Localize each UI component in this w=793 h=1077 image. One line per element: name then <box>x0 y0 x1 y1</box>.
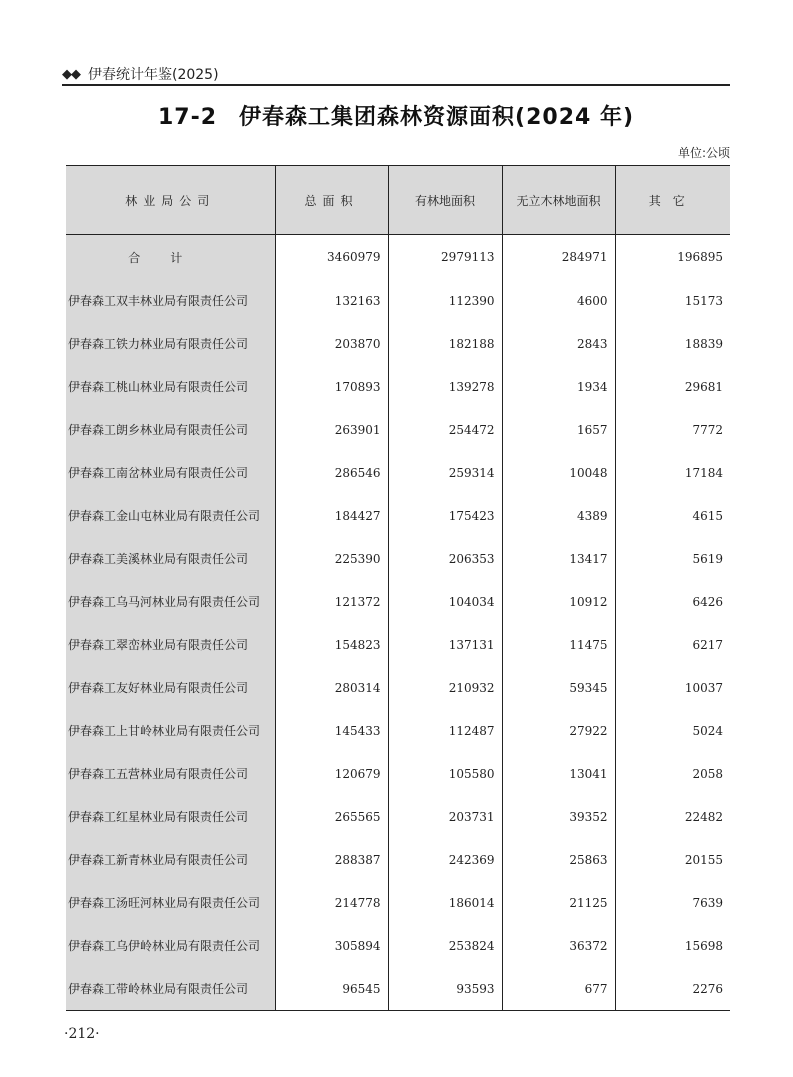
value-cell: 137131 <box>388 623 502 666</box>
value-cell: 10912 <box>502 580 615 623</box>
value-cell: 203870 <box>275 322 388 365</box>
value-cell: 280314 <box>275 666 388 709</box>
unit-label: 单位:公顷 <box>677 146 730 160</box>
table-row <box>66 795 730 838</box>
value-cell: 186014 <box>388 881 502 924</box>
table-row <box>66 408 730 451</box>
table-row <box>66 365 730 408</box>
column-header-total-area: 总面积 <box>275 166 388 235</box>
table-row-total <box>66 235 730 280</box>
value-cell: 6426 <box>615 580 730 623</box>
value-cell: 154823 <box>275 623 388 666</box>
value-cell: 11475 <box>502 623 615 666</box>
value-cell: 17184 <box>615 451 730 494</box>
value-cell: 7639 <box>615 881 730 924</box>
table-header-row <box>66 166 730 235</box>
company-name-cell: 伊春森工红星林业局有限责任公司 <box>66 795 275 838</box>
value-cell: 1657 <box>502 408 615 451</box>
table-row <box>66 537 730 580</box>
running-title: 伊春统计年鉴(2025) <box>88 67 219 83</box>
company-name-cell: 伊春森工新青林业局有限责任公司 <box>66 838 275 881</box>
value-cell: 184427 <box>275 494 388 537</box>
table-row <box>66 580 730 623</box>
value-cell: 104034 <box>388 580 502 623</box>
value-cell: 4389 <box>502 494 615 537</box>
value-cell: 4600 <box>502 279 615 322</box>
company-name-cell: 伊春森工朗乡林业局有限责任公司 <box>66 408 275 451</box>
column-header-forested-area: 有林地面积 <box>388 166 502 235</box>
value-cell: 2276 <box>615 967 730 1011</box>
value-cell: 305894 <box>275 924 388 967</box>
forest-area-table <box>66 165 730 1011</box>
company-name-cell: 伊春森工五营林业局有限责任公司 <box>66 752 275 795</box>
company-name-cell: 伊春森工南岔林业局有限责任公司 <box>66 451 275 494</box>
table-row <box>66 838 730 881</box>
value-cell: 206353 <box>388 537 502 580</box>
total-value: 284971 <box>502 235 615 280</box>
value-cell: 21125 <box>502 881 615 924</box>
table-row <box>66 494 730 537</box>
table-row <box>66 881 730 924</box>
value-cell: 25863 <box>502 838 615 881</box>
value-cell: 120679 <box>275 752 388 795</box>
value-cell: 6217 <box>615 623 730 666</box>
value-cell: 22482 <box>615 795 730 838</box>
value-cell: 2843 <box>502 322 615 365</box>
table-row <box>66 709 730 752</box>
value-cell: 170893 <box>275 365 388 408</box>
company-name-cell: 伊春森工乌伊岭林业局有限责任公司 <box>66 924 275 967</box>
value-cell: 288387 <box>275 838 388 881</box>
value-cell: 225390 <box>275 537 388 580</box>
value-cell: 29681 <box>615 365 730 408</box>
company-name-cell: 伊春森工汤旺河林业局有限责任公司 <box>66 881 275 924</box>
value-cell: 139278 <box>388 365 502 408</box>
value-cell: 286546 <box>275 451 388 494</box>
value-cell: 105580 <box>388 752 502 795</box>
value-cell: 4615 <box>615 494 730 537</box>
value-cell: 112487 <box>388 709 502 752</box>
value-cell: 39352 <box>502 795 615 838</box>
value-cell: 1934 <box>502 365 615 408</box>
value-cell: 20155 <box>615 838 730 881</box>
value-cell: 13417 <box>502 537 615 580</box>
value-cell: 27922 <box>502 709 615 752</box>
value-cell: 93593 <box>388 967 502 1011</box>
value-cell: 112390 <box>388 279 502 322</box>
value-cell: 182188 <box>388 322 502 365</box>
value-cell: 121372 <box>275 580 388 623</box>
value-cell: 5024 <box>615 709 730 752</box>
table-row <box>66 666 730 709</box>
diamond-bullets-icon: ◆◆ <box>62 66 80 82</box>
table-title: 伊春森工集团森林资源面积(2024 年) <box>239 105 635 130</box>
value-cell: 210932 <box>388 666 502 709</box>
company-name-cell: 伊春森工友好林业局有限责任公司 <box>66 666 275 709</box>
company-name-cell: 伊春森工铁力林业局有限责任公司 <box>66 322 275 365</box>
value-cell: 263901 <box>275 408 388 451</box>
value-cell: 2058 <box>615 752 730 795</box>
table-row <box>66 279 730 322</box>
table-row <box>66 623 730 666</box>
value-cell: 132163 <box>275 279 388 322</box>
value-cell: 10037 <box>615 666 730 709</box>
company-name-cell: 伊春森工美溪林业局有限责任公司 <box>66 537 275 580</box>
company-name-cell: 伊春森工上甘岭林业局有限责任公司 <box>66 709 275 752</box>
running-header <box>62 64 219 84</box>
value-cell: 203731 <box>388 795 502 838</box>
value-cell: 145433 <box>275 709 388 752</box>
table-row <box>66 322 730 365</box>
value-cell: 677 <box>502 967 615 1011</box>
column-header-other: 其它 <box>615 166 730 235</box>
value-cell: 96545 <box>275 967 388 1011</box>
value-cell: 242369 <box>388 838 502 881</box>
value-cell: 7772 <box>615 408 730 451</box>
column-header-unstocked-area: 无立木林地面积 <box>502 166 615 235</box>
value-cell: 15173 <box>615 279 730 322</box>
value-cell: 254472 <box>388 408 502 451</box>
company-name-cell: 伊春森工双丰林业局有限责任公司 <box>66 279 275 322</box>
header-rule <box>62 84 730 86</box>
column-header-company: 林业局公司 <box>66 166 275 235</box>
value-cell: 13041 <box>502 752 615 795</box>
value-cell: 18839 <box>615 322 730 365</box>
table-number: 17-2 <box>157 105 218 130</box>
value-cell: 175423 <box>388 494 502 537</box>
page-title <box>62 100 730 131</box>
value-cell: 259314 <box>388 451 502 494</box>
company-name-cell: 伊春森工带岭林业局有限责任公司 <box>66 967 275 1011</box>
company-name-cell: 伊春森工乌马河林业局有限责任公司 <box>66 580 275 623</box>
total-value: 3460979 <box>275 235 388 280</box>
table-row <box>66 451 730 494</box>
company-name-cell: 伊春森工金山屯林业局有限责任公司 <box>66 494 275 537</box>
value-cell: 265565 <box>275 795 388 838</box>
total-value: 2979113 <box>388 235 502 280</box>
total-value: 196895 <box>615 235 730 280</box>
total-label: 合计 <box>66 235 275 280</box>
table-row <box>66 924 730 967</box>
value-cell: 214778 <box>275 881 388 924</box>
company-name-cell: 伊春森工翠峦林业局有限责任公司 <box>66 623 275 666</box>
value-cell: 59345 <box>502 666 615 709</box>
company-name-cell: 伊春森工桃山林业局有限责任公司 <box>66 365 275 408</box>
value-cell: 253824 <box>388 924 502 967</box>
table-row <box>66 752 730 795</box>
value-cell: 5619 <box>615 537 730 580</box>
value-cell: 10048 <box>502 451 615 494</box>
page-number: ·212· <box>64 1026 100 1042</box>
value-cell: 36372 <box>502 924 615 967</box>
value-cell: 15698 <box>615 924 730 967</box>
table-row <box>66 967 730 1011</box>
